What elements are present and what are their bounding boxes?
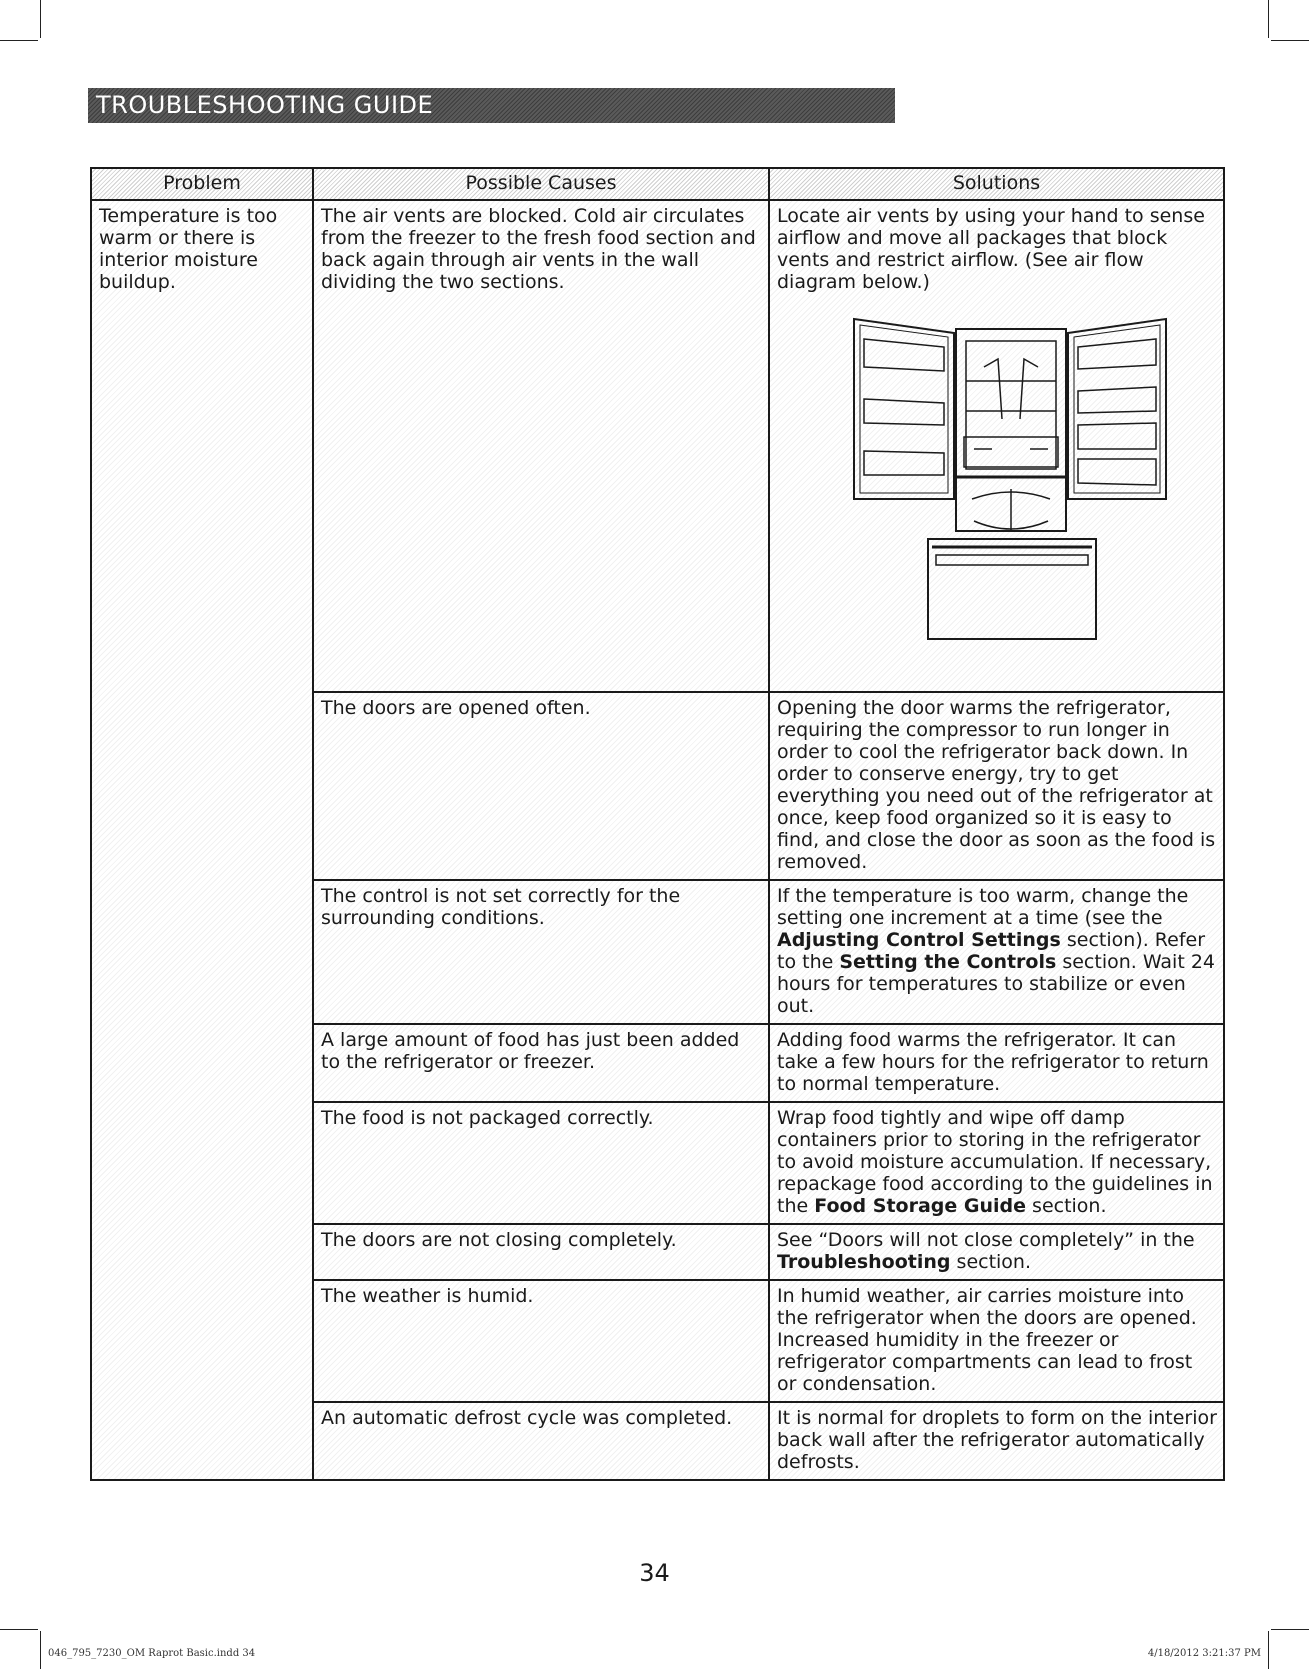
footer-timestamp: 4/18/2012 3:21:37 PM	[1147, 1648, 1261, 1659]
cause-cell: The weather is humid.	[313, 1280, 769, 1402]
solution-cell: Opening the door warms the refrigerator, requiring the compressor to run longer in order to cool the refrigerator back down. In order to conserve energy, try to get everything you need out of the refrigerator at once, keep food organized so it is easy to find, and close the door as soon as the food is removed.	[769, 692, 1224, 880]
solution-text: section.	[1026, 1195, 1107, 1217]
solution-cell: In humid weather, air carries moisture into the refrigerator when the doors are opened. Increased humidity in the freezer or refrigerator compartments can lead to frost or condensation.	[769, 1280, 1224, 1402]
cause-cell: The doors are opened often.	[313, 692, 769, 880]
cause-cell: An automatic defrost cycle was completed.	[313, 1402, 769, 1480]
crop-mark	[1271, 40, 1309, 41]
section-banner: TROUBLESHOOTING GUIDE	[88, 88, 895, 123]
section-reference: Food Storage Guide	[814, 1195, 1026, 1217]
solution-text: section). Refer to the	[777, 929, 1206, 973]
solution-cell	[769, 1102, 1224, 1224]
troubleshooting-table	[90, 167, 1225, 1481]
solution-cell	[769, 880, 1224, 1024]
header-solutions: Solutions	[769, 168, 1224, 200]
table-row	[91, 200, 1224, 692]
cause-cell: The control is not set correctly for the surrounding conditions.	[313, 880, 769, 1024]
solution-cell	[769, 1224, 1224, 1280]
header-possible-causes: Possible Causes	[313, 168, 769, 200]
solution-cell	[769, 200, 1224, 692]
section-reference: Troubleshooting	[777, 1251, 951, 1273]
crop-mark	[40, 1631, 41, 1669]
header-row	[91, 168, 1224, 200]
solution-text: Wrap food tightly and wipe off damp containers prior to storing in the refrigerator to avoid moisture accumulation. If necessary, repackage food according to the guidelines in the	[777, 1107, 1213, 1217]
crop-mark	[0, 40, 38, 41]
solution-text: If the temperature is too warm, change the setting one increment at a time (see the	[777, 885, 1189, 929]
page-number: 34	[639, 1559, 670, 1587]
section-reference: Setting the Controls	[839, 951, 1057, 973]
problem-cell: Temperature is too warm or there is interior moisture buildup.	[91, 200, 313, 1480]
cause-cell: The doors are not closing completely.	[313, 1224, 769, 1280]
solution-text: Locate air vents by using your hand to sense airflow and move all packages that block vents and restrict airflow. (See air flow diagram below.)	[777, 205, 1205, 293]
cause-cell: A large amount of food has just been added to the refrigerator or freezer.	[313, 1024, 769, 1102]
header-problem: Problem	[91, 168, 313, 200]
solution-text: See “Doors will not close completely” in the	[777, 1229, 1195, 1251]
footer-file-name: 046_795_7230_OM Raprot Basic.indd 34	[48, 1648, 256, 1659]
solution-cell: It is normal for droplets to form on the interior back wall after the refrigerator automatically defrosts.	[769, 1402, 1224, 1480]
solution-text: section.	[950, 1251, 1032, 1273]
cause-cell: The air vents are blocked. Cold air circulates from the freezer to the fresh food section and back again through air vents in the wall dividing the two sections.	[313, 200, 769, 692]
crop-mark	[1268, 1631, 1269, 1669]
refrigerator-airflow-illustration	[852, 299, 1168, 651]
cause-cell: The food is not packaged correctly.	[313, 1102, 769, 1224]
crop-mark	[1268, 0, 1269, 38]
solution-text: section. Wait 24 hours for temperatures to stabilize or even out.	[777, 951, 1216, 1017]
solution-cell: Adding food warms the refrigerator. It can take a few hours for the refrigerator to return to normal temperature.	[769, 1024, 1224, 1102]
section-reference: Adjusting Control Settings	[777, 929, 1061, 951]
crop-mark	[1271, 1629, 1309, 1630]
crop-mark	[0, 1629, 38, 1630]
air-flow-diagram	[777, 293, 1217, 671]
crop-mark	[40, 0, 41, 38]
